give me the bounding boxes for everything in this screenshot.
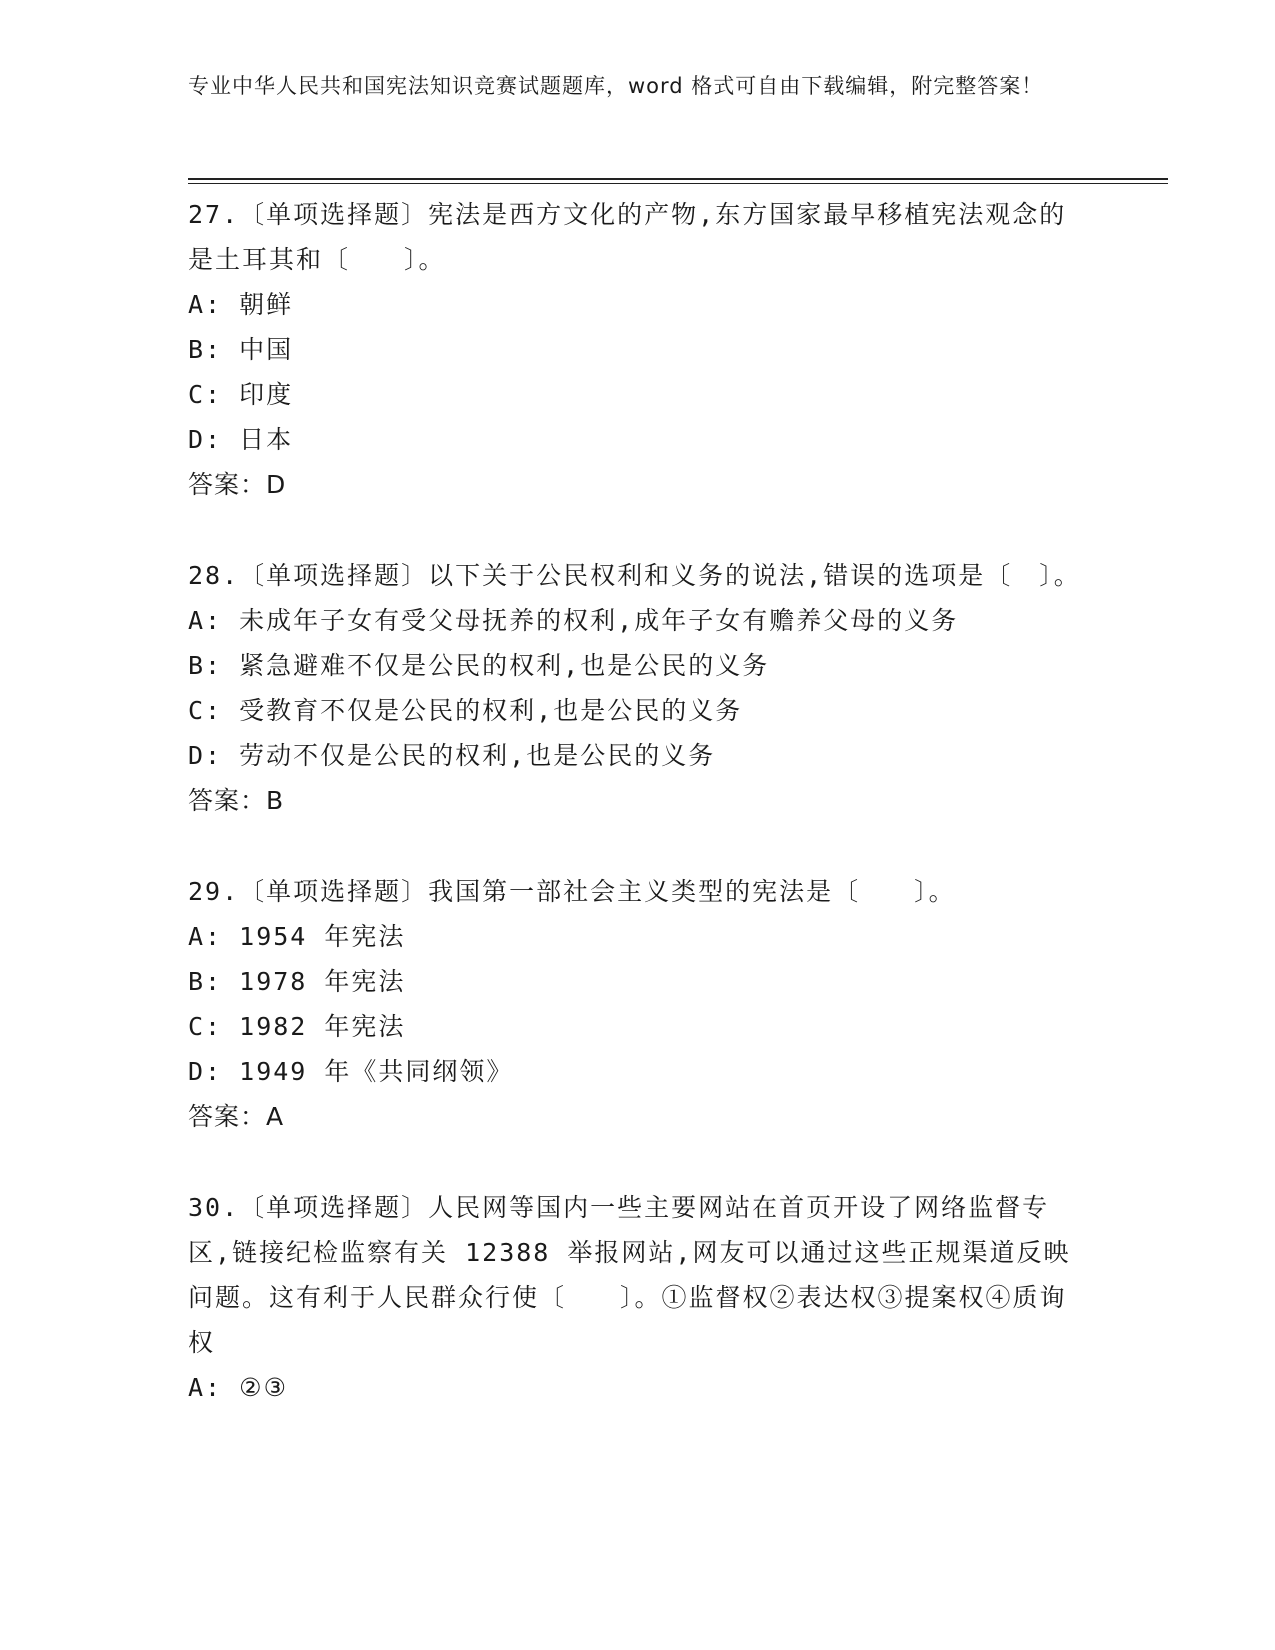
answer: 答案：D	[188, 470, 287, 499]
answer: 答案：A	[188, 1102, 285, 1131]
question-text: 29.〔单项选择题〕我国第一部社会主义类型的宪法是〔 〕。	[188, 877, 956, 906]
question-text: 30.〔单项选择题〕人民网等国内一些主要网站在首页开设了网络监督专区,链接纪检监察有关 12388 举报网站,网友可以通过这些正规渠道反映问题。这有利于人民群众行使〔 〕。①监督权②表达权③提案权④质询权	[188, 1193, 1071, 1357]
option-d: D: 劳动不仅是公民的权利,也是公民的义务	[188, 741, 716, 770]
question-29	[188, 869, 1088, 1139]
question-30	[188, 1185, 1088, 1410]
question-text: 27.〔单项选择题〕宪法是西方文化的产物,东方国家最早移植宪法观念的是土耳其和〔 〕。	[188, 200, 1067, 274]
option-c: C: 印度	[188, 380, 294, 409]
option-a: A: 朝鲜	[188, 290, 294, 319]
option-a: A: ②③	[188, 1373, 288, 1402]
answer: 答案：B	[188, 786, 285, 815]
question-27	[188, 192, 1088, 507]
option-a: A: 未成年子女有受父母抚养的权利,成年子女有赡养父母的义务	[188, 606, 959, 635]
question-28	[188, 553, 1088, 823]
question-text: 28.〔单项选择题〕以下关于公民权利和义务的说法,错误的选项是〔 〕。	[188, 561, 1081, 590]
option-c: C: 受教育不仅是公民的权利,也是公民的义务	[188, 696, 743, 725]
option-a: A: 1954 年宪法	[188, 922, 406, 951]
option-b: B: 紧急避难不仅是公民的权利,也是公民的义务	[188, 651, 770, 680]
option-c: C: 1982 年宪法	[188, 1012, 406, 1041]
question-list	[188, 192, 1088, 1410]
header-divider-thin	[188, 183, 1168, 184]
option-b: B: 1978 年宪法	[188, 967, 406, 996]
option-b: B: 中国	[188, 335, 294, 364]
header-divider	[188, 178, 1168, 180]
option-d: D: 1949 年《共同纲领》	[188, 1057, 514, 1086]
option-d: D: 日本	[188, 425, 294, 454]
document-header: 专业中华人民共和国宪法知识竞赛试题题库，word 格式可自由下载编辑，附完整答案！	[188, 74, 1044, 98]
